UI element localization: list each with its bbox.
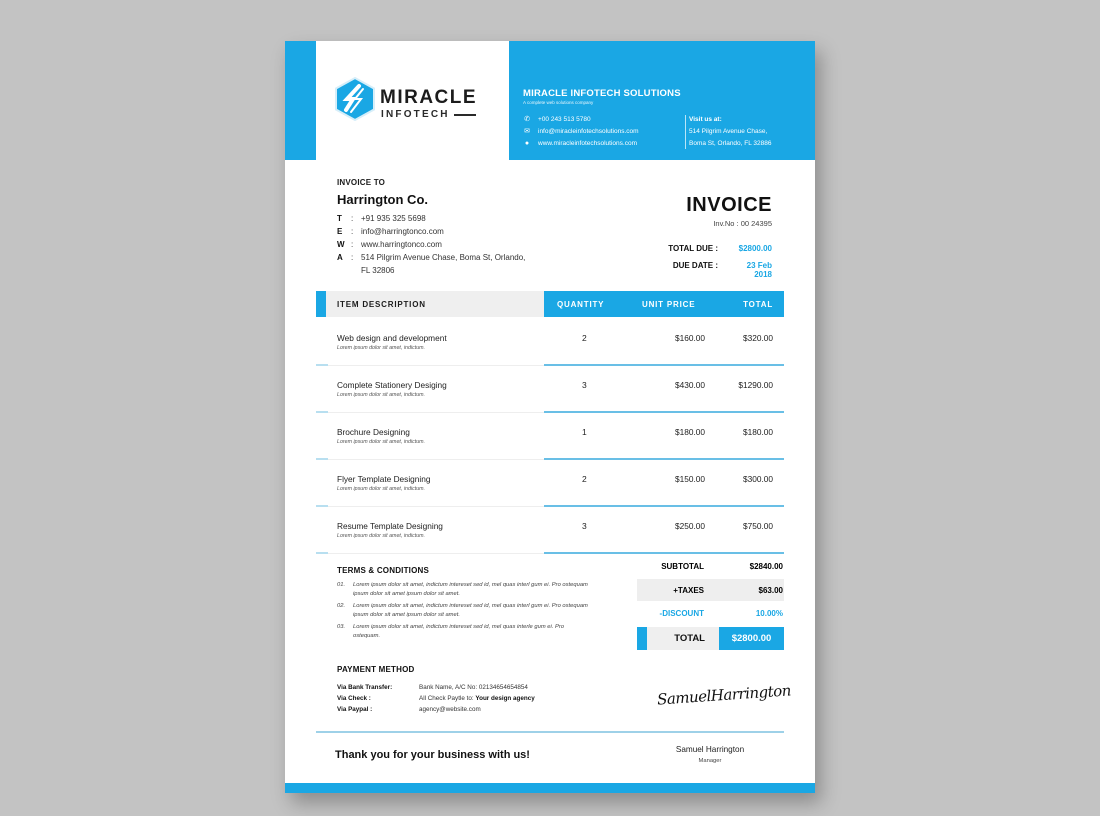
column-header-description: ITEM DESCRIPTION xyxy=(326,291,544,317)
item-description: Web design and development xyxy=(337,333,447,343)
phone-key: T xyxy=(337,214,342,223)
invoice-to-label: INVOICE TO xyxy=(337,178,386,187)
item-quantity: 2 xyxy=(582,333,587,343)
column-header-total: TOTAL xyxy=(743,300,773,309)
table-row xyxy=(316,366,784,413)
item-unit-price: $160.00 xyxy=(675,333,705,343)
payment-method-title: PAYMENT METHOD xyxy=(337,665,415,674)
footer-divider xyxy=(316,731,784,733)
company-website xyxy=(523,137,639,149)
terms-item-number: 02. xyxy=(337,603,346,609)
item-description: Flyer Template Designing xyxy=(337,474,431,484)
address-line-1: 514 Pilgrim Avenue Chase, xyxy=(689,128,768,135)
item-subtext: Lorem ipsum dolor sit amet, indictum. xyxy=(337,486,426,492)
column-header-unit-price: UNIT PRICE xyxy=(642,300,696,309)
payment-check-value xyxy=(419,693,535,704)
terms-item-text: Lorem ipsum dolor sit amet, indictum intereset sed id, mel quas interl gum ei. Pro ostequam ipsum dolor sit amet ipsum dolor sit amet. xyxy=(353,603,588,618)
due-date-label: DUE DATE : xyxy=(672,261,718,270)
email-value[interactable]: info@harringtonco.com xyxy=(361,227,444,236)
logo-hexagon-icon xyxy=(334,77,376,121)
client-phone: T : +91 935 325 5698 xyxy=(337,212,536,225)
item-subtext: Lorem ipsum dolor sit amet, indictum. xyxy=(337,533,426,539)
grand-total-label: TOTAL xyxy=(647,627,719,650)
item-total: $750.00 xyxy=(743,521,773,531)
taxes-row xyxy=(637,579,784,601)
item-quantity: 1 xyxy=(582,427,587,437)
company-phone-value: +00 243 513 5780 xyxy=(538,115,591,123)
company-info-block xyxy=(509,41,815,160)
logo-block xyxy=(316,41,509,160)
website-key: W xyxy=(337,240,345,249)
phone-icon: ✆ xyxy=(524,116,530,123)
logo-underline xyxy=(454,114,476,116)
client-address: A : 514 Pilgrim Avenue Chase, Boma St, Orlando, FL 32806 xyxy=(337,251,536,277)
footer-accent-bar xyxy=(285,783,815,793)
grand-total-value: $2800.00 xyxy=(719,627,784,650)
table-header-accent xyxy=(316,291,326,317)
terms-item xyxy=(337,623,592,640)
item-subtext: Lorem ipsum dolor sit amet, indictum. xyxy=(337,392,426,398)
item-total: $1290.00 xyxy=(738,380,773,390)
company-phone xyxy=(523,113,639,125)
row-divider xyxy=(316,552,328,554)
payment-paypal-label: Via Paypal : xyxy=(337,706,373,713)
client-details xyxy=(337,212,536,277)
terms-list xyxy=(337,581,592,644)
total-due-value: $2800.00 xyxy=(738,244,772,253)
payment-check-payee: Your design agency xyxy=(475,695,535,702)
item-description: Resume Template Designing xyxy=(337,521,443,531)
logo-text-primary: MIRACLE xyxy=(380,87,478,108)
visit-label: Visit us at: xyxy=(689,116,722,123)
item-quantity: 2 xyxy=(582,474,587,484)
payment-methods xyxy=(337,682,535,715)
invoice-title: INVOICE xyxy=(686,194,772,216)
invoice-number: Inv.No : 00 24395 xyxy=(713,219,772,228)
payment-paypal xyxy=(337,704,535,715)
divider xyxy=(685,115,686,149)
company-address xyxy=(689,114,772,150)
item-subtext: Lorem ipsum dolor sit amet, indictum. xyxy=(337,345,426,351)
client-email: E : info@harringtonco.com xyxy=(337,225,536,238)
payment-check xyxy=(337,693,535,704)
due-date-value: 23 Feb 2018 xyxy=(746,261,772,279)
signer-block xyxy=(645,745,775,764)
subtotal-label: SUBTOTAL xyxy=(661,562,704,571)
terms-item-number: 03. xyxy=(337,624,346,630)
terms-item-text: Lorem ipsum dolor sit amet, indictum intereset sed id, mel quas interle gum ei. Pro ostequam. xyxy=(353,624,565,639)
table-row xyxy=(316,507,784,554)
address-key: A xyxy=(337,253,343,262)
address-line-2: Boma St, Orlando, FL 32886 xyxy=(689,140,772,147)
item-subtext: Lorem ipsum dolor sit amet, indictum. xyxy=(337,439,426,445)
taxes-value: $63.00 xyxy=(758,586,783,595)
website-value[interactable]: www.harringtonco.com xyxy=(361,240,442,249)
terms-item xyxy=(337,581,592,598)
table-row xyxy=(316,460,784,507)
invoice-page xyxy=(285,41,815,793)
payment-check-label: Via Check : xyxy=(337,695,371,702)
item-unit-price: $150.00 xyxy=(675,474,705,484)
table-row xyxy=(316,319,784,366)
phone-value: +91 935 325 5698 xyxy=(361,214,426,223)
item-unit-price: $250.00 xyxy=(675,521,705,531)
due-date xyxy=(626,261,772,279)
client-name: Harrington Co. xyxy=(337,192,428,207)
total-due-label: TOTAL DUE : xyxy=(668,244,718,253)
client-website: W : www.harringtonco.com xyxy=(337,238,536,251)
signer-role: Manager xyxy=(698,758,722,764)
terms-item-number: 01. xyxy=(337,582,346,588)
company-email-value[interactable]: info@miracleinfotechsolutions.com xyxy=(538,127,639,135)
discount-row xyxy=(637,602,784,624)
item-description: Brochure Designing xyxy=(337,427,410,437)
globe-icon: ● xyxy=(524,139,530,147)
company-email xyxy=(523,125,639,137)
item-quantity: 3 xyxy=(582,521,587,531)
discount-value: 10.00% xyxy=(755,609,783,618)
company-name: MIRACLE INFOTECH SOLUTIONS xyxy=(523,88,681,99)
item-description: Complete Stationery Desiging xyxy=(337,380,447,390)
thank-you-message: Thank you for your business with us! xyxy=(335,749,530,761)
terms-item xyxy=(337,602,592,619)
item-total: $300.00 xyxy=(743,474,773,484)
mail-icon: ✉ xyxy=(524,128,530,135)
subtotal-row xyxy=(637,555,784,577)
company-contacts xyxy=(523,113,639,149)
company-website-value[interactable]: www.miracleinfotechsolutions.com xyxy=(538,139,637,147)
item-total: $320.00 xyxy=(743,333,773,343)
item-quantity: 3 xyxy=(582,380,587,390)
header-accent-bar xyxy=(285,41,316,160)
item-total: $180.00 xyxy=(743,427,773,437)
row-divider xyxy=(328,553,544,554)
discount-label: -DISCOUNT xyxy=(659,609,704,618)
company-tagline: A complete web solutions company xyxy=(523,100,594,105)
payment-paypal-value xyxy=(419,704,481,715)
payment-check-text: All Check Paytle to: xyxy=(419,695,476,702)
payment-bank-label: Via Bank Transfer: xyxy=(337,684,393,691)
grand-total-row xyxy=(637,627,784,650)
total-accent-bar xyxy=(637,627,647,650)
total-due xyxy=(626,244,772,253)
column-header-quantity: QUANTITY xyxy=(557,300,605,309)
payment-bank-value xyxy=(419,682,528,693)
table-header-blue xyxy=(544,291,784,317)
signature: SamuelHarrington xyxy=(656,681,792,709)
item-unit-price: $430.00 xyxy=(675,380,705,390)
table-row xyxy=(316,413,784,460)
terms-item-text: Lorem ipsum dolor sit amet, indictum intereset sed id, mel quas interl gum ei. Pro ostequam ipsum dolor sit amet ipsum dolor sit amet. xyxy=(353,582,588,597)
terms-title: TERMS & CONDITIONS xyxy=(337,566,430,575)
logo-text-secondary: INFOTECH xyxy=(381,109,450,120)
address-value: 514 Pilgrim Avenue Chase, Boma St, Orlando, FL 32806 xyxy=(361,253,526,275)
payment-paypal-text[interactable]: agency@website.com xyxy=(419,706,481,713)
item-unit-price: $180.00 xyxy=(675,427,705,437)
row-divider xyxy=(544,552,784,554)
payment-bank-text: Bank Name, A/C No: 02134654654854 xyxy=(419,684,528,691)
subtotal-value: $2840.00 xyxy=(749,562,783,571)
signer-name: Samuel Harrington xyxy=(675,745,745,754)
taxes-label: +TAXES xyxy=(673,586,704,595)
email-key: E xyxy=(337,227,343,236)
payment-bank xyxy=(337,682,535,693)
